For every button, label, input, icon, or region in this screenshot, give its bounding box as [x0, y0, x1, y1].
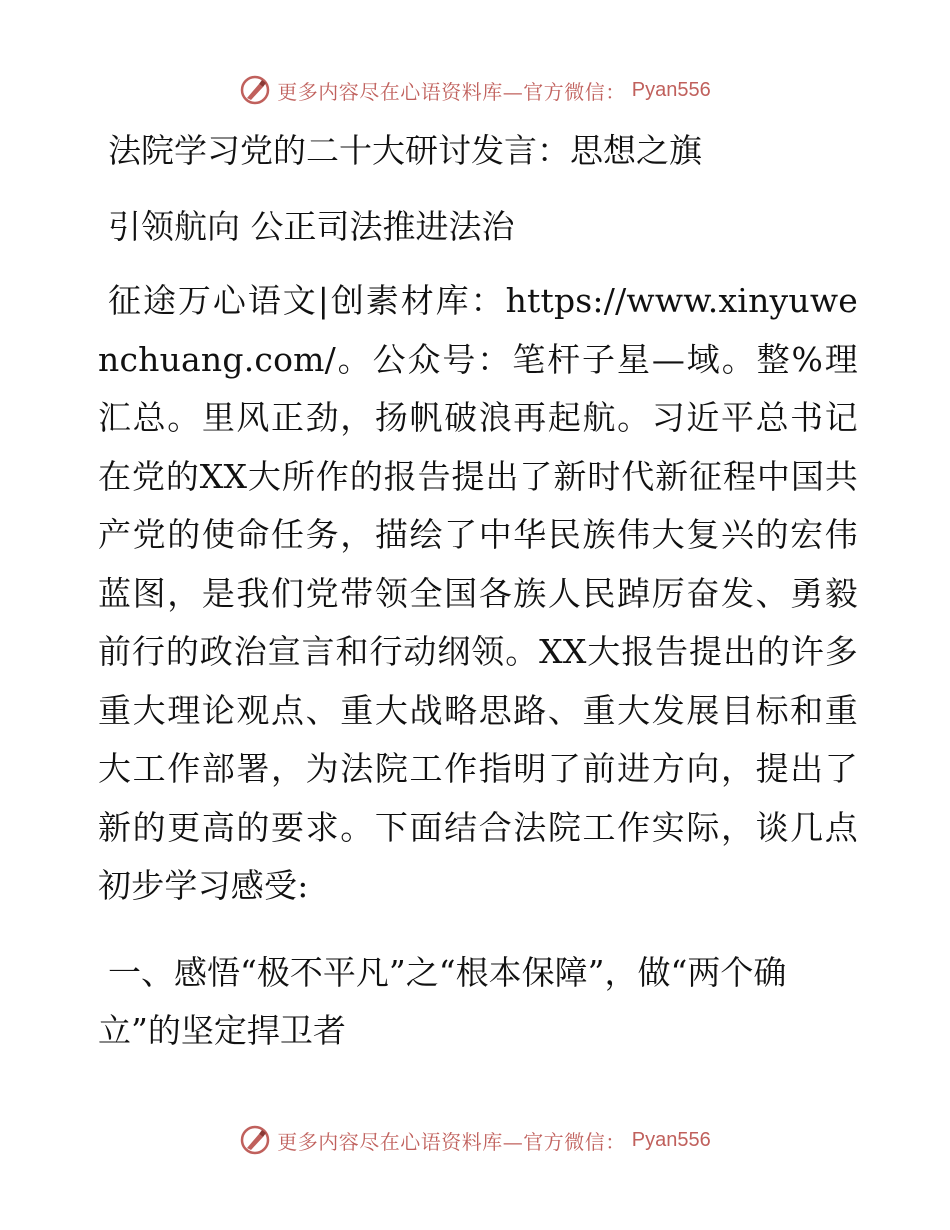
document-title-line-1: 法院学习党的二十大研讨发言：思想之旗	[108, 131, 702, 170]
document-title-line-2: 引领航向 公正司法推进法治	[108, 207, 515, 246]
footer-banner	[0, 1120, 950, 1160]
banner-wechat-id: Pyan556	[631, 1128, 711, 1151]
banner-text: 更多内容尽在心语资料库—官方微信：	[277, 79, 626, 104]
pen-circle-logo-icon	[239, 1124, 271, 1156]
document-body	[98, 122, 858, 1061]
banner-text: 更多内容尽在心语资料库—官方微信：	[277, 1129, 626, 1154]
pen-circle-logo-icon	[239, 74, 271, 106]
banner-wechat-id: Pyan556	[631, 78, 711, 101]
header-banner	[0, 70, 950, 110]
section-heading: 一、感悟“极不平凡”之“根本保障”，做“两个确立”的坚定捍卫者	[98, 952, 787, 1050]
intro-paragraph: 征途万心语文|创素材库：https://www.xinyuwenchuang.com/。公众号：笔杆子星—域。整%理汇总。里风正劲，扬帆破浪再起航。习近平总书记在党的XX大所作的报告提出了新时代新征程中国共产党的使命任务，描绘了中华民族伟大复兴的宏伟蓝图，是我们党带领全国各族人民踔厉奋发、勇毅前行的政治宣言和行动纲领。XX大报告提出的许多重大理论观点、重大战略思路、重大发展目标和重大工作部署，为法院工作指明了前进方向，提出了新的更高的要求。下面结合法院工作实际，谈几点初步学习感受:	[98, 281, 858, 905]
